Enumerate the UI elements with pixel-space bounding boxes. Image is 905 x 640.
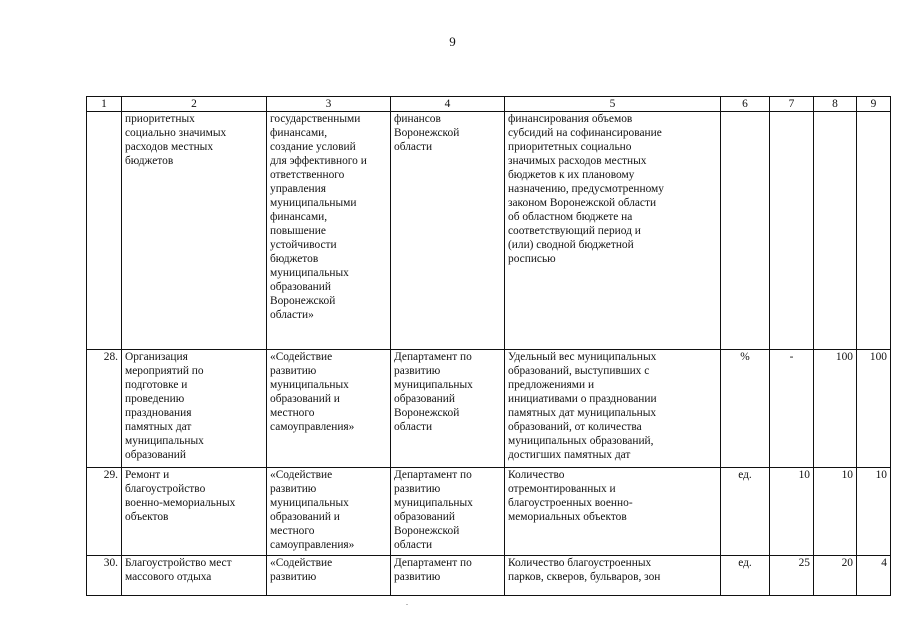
event-name-cell: Благоустройство мест массового отдыха: [122, 556, 267, 596]
event-name-cell: приоритетных социально значимых расходов местных бюджетов: [122, 112, 267, 350]
program-cell: государственными финансами, создание условий для эффективного и ответственного управления муниципальными финансами, повышение устойчивости бюджетов муниципальных образований Воронежской области»: [267, 112, 391, 350]
indicators-table: [86, 96, 891, 596]
header-cell: 7: [770, 97, 814, 112]
executor-cell: Департамент по развитию: [391, 556, 505, 596]
value-cell: 10: [770, 468, 814, 556]
header-cell: 3: [267, 97, 391, 112]
unit-cell: ед.: [721, 556, 770, 596]
value-cell: 4: [857, 556, 891, 596]
value-cell: 100: [857, 350, 891, 468]
indicator-cell: финансирования объемов субсидий на софинансирование приоритетных социально значимых расходов местных бюджетов к их плановому назначению, предусмотренному законом Воронежской области об областном бюджете на соответствующий период и (или) сводной бюджетной росписью: [505, 112, 721, 350]
unit-cell: %: [721, 350, 770, 468]
value-cell: [857, 112, 891, 350]
unit-cell: [721, 112, 770, 350]
value-cell: -: [770, 350, 814, 468]
header-cell: 1: [87, 97, 122, 112]
row-number-cell: 30.: [87, 556, 122, 596]
program-cell: «Содействие развитию муниципальных образований и местного самоуправления»: [267, 468, 391, 556]
indicator-cell: Удельный вес муниципальных образований, выступивших с предложениями и инициативами о праздновании памятных дат муниципальных образований, от количества муниципальных образований, достигших памятных дат: [505, 350, 721, 468]
table-row: [87, 556, 891, 596]
value-cell: 10: [814, 468, 857, 556]
unit-cell: ед.: [721, 468, 770, 556]
header-cell: 8: [814, 97, 857, 112]
indicator-cell: Количество отремонтированных и благоустроенных военно- мемориальных объектов: [505, 468, 721, 556]
table-header-row: [87, 97, 891, 112]
event-name-cell: Ремонт и благоустройство военно-мемориальных объектов: [122, 468, 267, 556]
value-cell: 20: [814, 556, 857, 596]
table-row: [87, 350, 891, 468]
indicator-cell: Количество благоустроенных парков, скверов, бульваров, зон: [505, 556, 721, 596]
header-cell: 4: [391, 97, 505, 112]
program-cell: «Содействие развитию: [267, 556, 391, 596]
value-cell: 100: [814, 350, 857, 468]
value-cell: 25: [770, 556, 814, 596]
value-cell: 10: [857, 468, 891, 556]
table-row: [87, 468, 891, 556]
header-cell: 9: [857, 97, 891, 112]
row-number-cell: 29.: [87, 468, 122, 556]
executor-cell: финансов Воронежской области: [391, 112, 505, 350]
scan-speck: [406, 604, 408, 605]
row-number-cell: [87, 112, 122, 350]
value-cell: [814, 112, 857, 350]
header-cell: 6: [721, 97, 770, 112]
executor-cell: Департамент по развитию муниципальных образований Воронежской области: [391, 350, 505, 468]
row-number-cell: 28.: [87, 350, 122, 468]
header-cell: 2: [122, 97, 267, 112]
value-cell: [770, 112, 814, 350]
page-number: 9: [449, 34, 456, 49]
executor-cell: Департамент по развитию муниципальных образований Воронежской области: [391, 468, 505, 556]
table-viewport: [86, 96, 890, 583]
table-row: [87, 112, 891, 350]
event-name-cell: Организация мероприятий по подготовке и проведению празднования памятных дат муниципальных образований: [122, 350, 267, 468]
header-cell: 5: [505, 97, 721, 112]
program-cell: «Содействие развитию муниципальных образований и местного самоуправления»: [267, 350, 391, 468]
